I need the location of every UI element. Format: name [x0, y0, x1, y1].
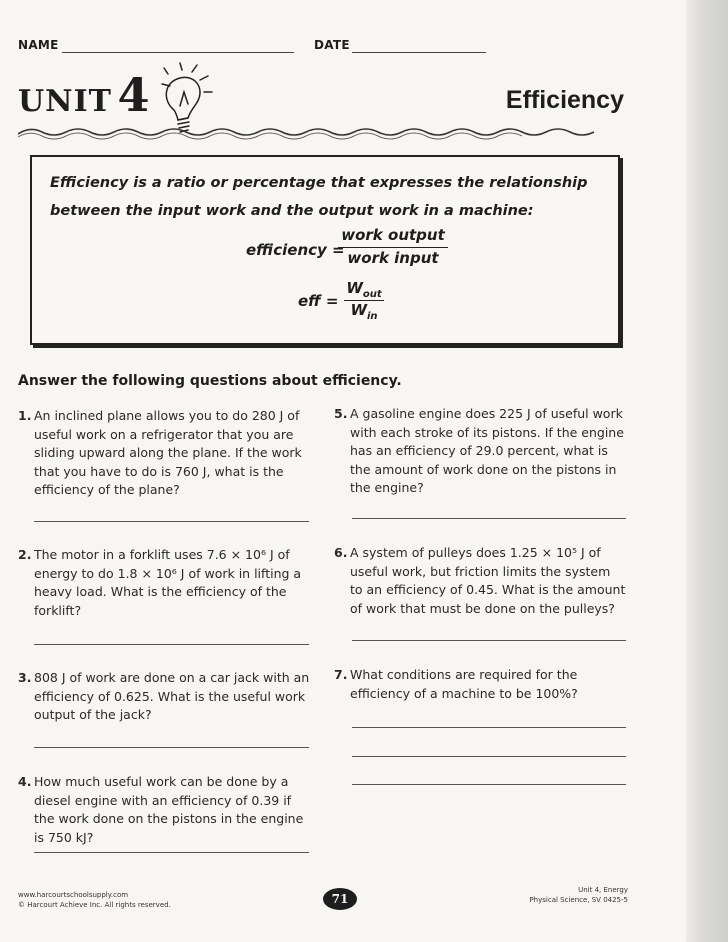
answer-line-2[interactable] — [34, 644, 309, 645]
question-2 — [18, 546, 310, 620]
question-1 — [18, 407, 310, 500]
formula-efficiency — [246, 226, 466, 276]
section-heading: Answer the following questions about efficiency. — [18, 373, 402, 389]
question-number: 7. — [334, 667, 348, 682]
answer-line-5[interactable] — [352, 518, 626, 519]
question-text: What conditions are required for the efficiency of a machine to be 100%? — [350, 667, 578, 701]
question-text: An inclined plane allows you to do 280 J of useful work on a refrigerator that you are sliding upward along the plane. If the work that you have to do is 760 J, what is the efficiency of the plane? — [34, 408, 302, 497]
fraction-bar — [338, 247, 448, 248]
footer-unit-ref: Unit 4, Energy — [578, 886, 628, 894]
date-answer-line — [352, 52, 486, 53]
question-text: A system of pulleys does 1.25 × 10⁵ J of useful work, but friction limits the system to an efficiency of 0.45. What is the amount of work that must be done on the pulleys? — [350, 545, 626, 616]
footer-website: www.harcourtschoolsupply.com — [18, 891, 129, 899]
footer-copyright: © Harcourt Achieve Inc. All rights reserved. — [18, 901, 171, 909]
answer-line-4[interactable] — [34, 852, 309, 853]
answer-line-7a[interactable] — [352, 727, 626, 728]
definition-text: Efficiency is a ratio or percentage that expresses the relationship between the input work and the output work in a machine: — [50, 175, 588, 219]
question-number: 4. — [18, 774, 32, 789]
answer-line-3[interactable] — [34, 747, 309, 748]
footer-right — [529, 885, 628, 905]
page-title: Efficiency — [505, 86, 624, 114]
question-7 — [334, 666, 626, 703]
name-answer-line — [62, 52, 294, 53]
question-5 — [334, 405, 626, 498]
formula-eff-numerator — [344, 279, 384, 300]
answer-line-7b[interactable] — [352, 756, 626, 757]
formula-eff-w-out: W — [346, 279, 363, 297]
question-number: 6. — [334, 545, 348, 560]
formula-efficiency-numerator: work output — [341, 226, 445, 244]
decorative-wave-divider — [18, 120, 618, 142]
unit-word: UNIT — [18, 84, 112, 119]
question-6 — [334, 544, 626, 618]
question-number: 5. — [334, 406, 348, 421]
formula-eff — [298, 279, 418, 327]
formula-eff-out-sub: out — [362, 289, 382, 300]
page-number-badge: 71 — [323, 888, 357, 910]
formula-efficiency-lhs: efficiency = — [246, 241, 345, 259]
question-number: 3. — [18, 670, 32, 685]
unit-number: 4 — [117, 68, 150, 122]
date-label: DATE — [314, 38, 350, 52]
question-4 — [18, 773, 310, 847]
scan-edge-shadow — [686, 0, 728, 942]
unit-heading — [18, 68, 150, 122]
footer-book-ref: Physical Science, SV 0425-5 — [529, 896, 628, 904]
answer-line-6[interactable] — [352, 640, 626, 641]
question-number: 1. — [18, 408, 32, 423]
formula-eff-in-sub: in — [367, 311, 378, 322]
definition-box — [30, 155, 620, 345]
formula-eff-denominator — [344, 301, 384, 322]
footer-left — [18, 890, 171, 910]
formula-efficiency-denominator: work input — [347, 249, 439, 267]
question-3 — [18, 669, 310, 725]
formula-eff-lhs: eff = — [298, 292, 339, 310]
answer-line-1[interactable] — [34, 521, 309, 522]
question-text: 808 J of work are done on a car jack with an efficiency of 0.625. What is the useful work output of the jack? — [34, 670, 310, 722]
formula-eff-w-in: W — [350, 301, 367, 319]
question-text: How much useful work can be done by a diesel engine with an efficiency of 0.39 if the work done on the pistons in the engine is 750 kJ? — [34, 774, 304, 845]
name-label: NAME — [18, 38, 59, 52]
question-text: The motor in a forklift uses 7.6 × 10⁶ J of energy to do 1.8 × 10⁶ J of work in lifting a heavy load. What is the efficiency of the forklift? — [34, 547, 302, 618]
question-text: A gasoline engine does 225 J of useful work with each stroke of its pistons. If the engine has an efficiency of 29.0 percent, what is the amount of work done on the pistons in the engine? — [350, 406, 624, 495]
answer-line-7c[interactable] — [352, 784, 626, 785]
question-number: 2. — [18, 547, 32, 562]
